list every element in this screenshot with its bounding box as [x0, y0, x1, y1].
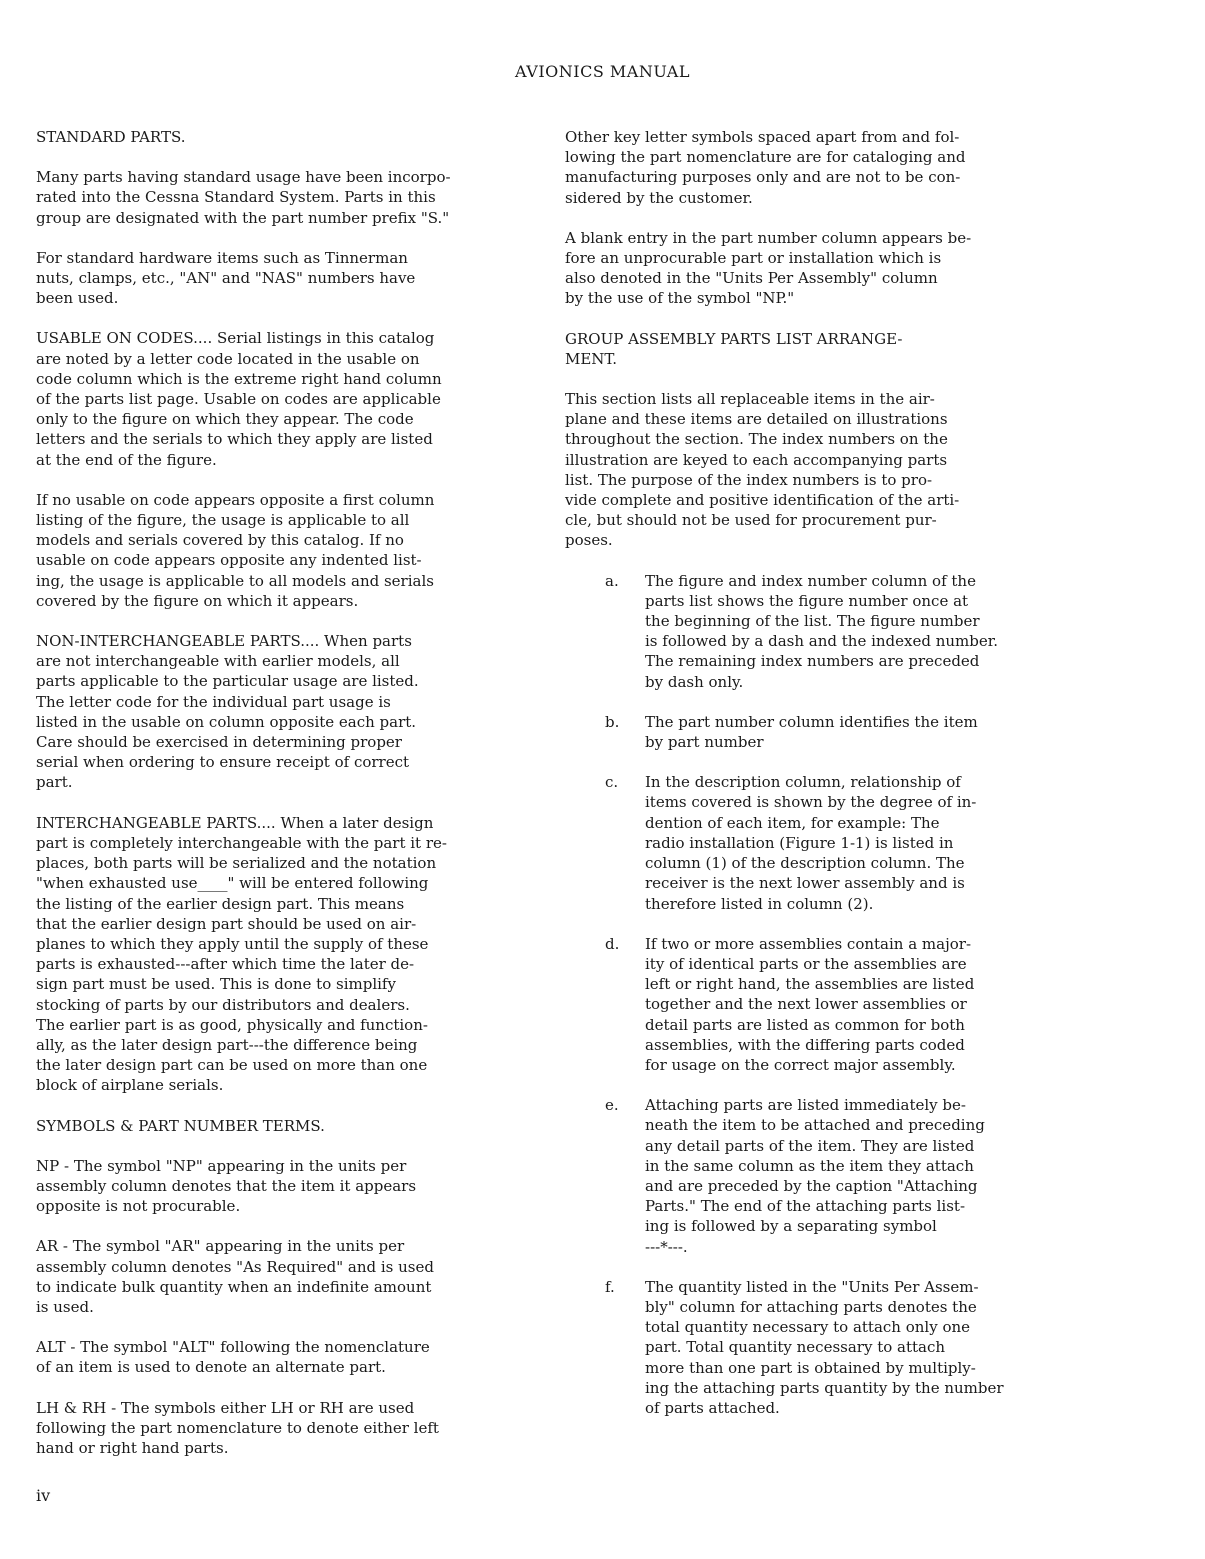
paragraph-lh-rh-symbol: LH & RH - The symbols either LH or RH are used following the part nomenclature to denote either left hand or right hand parts.	[36, 1398, 439, 1457]
paragraph-key-letter-symbols: Other key letter symbols spaced apart from and fol- lowing the part nomenclature are for cataloging and manufacturing purposes only and are not to be con- sidered by the customer.	[565, 128, 966, 207]
list-item-text: The figure and index number column of the parts list shows the figure number once at the beginning of the list. The figure number is followed by a dash and the indexed number. The remaining index numbers are preceded by dash only.	[645, 571, 999, 691]
heading-group-assembly: GROUP ASSEMBLY PARTS LIST ARRANGE- MENT.	[565, 329, 903, 368]
paragraph-interchangeable: INTERCHANGEABLE PARTS.... When a later design part is completely interchangeable with the part it re- places, both parts will be serialized and the notation "when exhausted use____" will be entered following the listing of the earlier design part. This means that the earlier design part should be used on air- planes to which they apply until the supply of these parts is exhausted---after which time the later de- sign part must be used. This is done to simplify stocking of parts by our distributors and dealers. The earlier part is as good, physically and function- ally, as the later design part---the difference being the later design part can be used on more than one block of airplane serials.	[36, 813, 447, 1095]
list-item-letter: f.	[605, 1277, 615, 1296]
list-item-f	[565, 1277, 1060, 1418]
paragraph-ar-symbol: AR - The symbol "AR" appearing in the units per assembly column denotes "As Required" and is used to indicate bulk quantity when an indefinite amount is used.	[36, 1237, 434, 1316]
list-item-letter: e.	[605, 1096, 619, 1115]
left-column	[36, 127, 526, 1478]
heading-standard-parts: STANDARD PARTS.	[36, 128, 186, 146]
paragraph-np-symbol: NP - The symbol "NP" appearing in the units per assembly column denotes that the item it appears opposite is not procurable.	[36, 1156, 417, 1216]
right-column	[565, 127, 1060, 1438]
list-item-text: The quantity listed in the "Units Per Assem- bly" column for attaching parts denotes the total quantity necessary to attach only one part. Total quantity necessary to attach more than one part is obtained by multiply- ing the attaching parts quantity by the number of parts attached.	[645, 1277, 1004, 1417]
paragraph-no-usable-code: If no usable on code appears opposite a first column listing of the figure, the usage is applicable to all models and serials covered by this catalog. If no usable on code appears opposite any indented list- ing, the usage is applicable to all models and serials covered by the figure on which it appears.	[36, 490, 435, 610]
paragraph-standard-hardware: For standard hardware items such as Tinnerman nuts, clamps, etc., "AN" and "NAS" numbers have been used.	[36, 248, 416, 308]
list-item-e	[565, 1095, 1060, 1257]
list-item-d	[565, 934, 1060, 1075]
paragraph-blank-entry: A blank entry in the part number column appears be- fore an unprocurable part or installation which is also denoted in the "Units Per Assembly" column by the use of the symbol "NP."	[565, 228, 972, 308]
page-number: iv	[36, 1486, 51, 1505]
list-item-text: If two or more assemblies contain a major- ity of identical parts or the assemblies are left or right hand, the assemblies are listed together and the next lower assemblies or detail parts are listed as common for both assemblies, with the differing parts coded for usage on the correct major assembly.	[645, 934, 975, 1074]
list-item-letter: d.	[605, 934, 620, 953]
list-item-b	[565, 712, 1060, 752]
list-item-a	[565, 571, 1060, 692]
list-item-text: The part number column identifies the item by part number	[645, 712, 978, 752]
heading-symbols: SYMBOLS & PART NUMBER TERMS.	[36, 1116, 325, 1135]
paragraph-usable-on-codes: USABLE ON CODES.... Serial listings in this catalog are noted by a letter code located in the usable on code column which is the extreme right hand column of the parts list page. Usable on codes are applicable only to the figure on which they appear. The code letters and the serials to which they apply are listed at the end of the figure.	[36, 329, 442, 469]
list-item-letter: a.	[605, 571, 619, 590]
paragraph-alt-symbol: ALT - The symbol "ALT" following the nomenclature of an item is used to denote an alternate part.	[36, 1338, 430, 1377]
list-item-c	[565, 772, 1060, 913]
paragraph-non-interchangeable: NON-INTERCHANGEABLE PARTS.... When parts are not interchangeable with earlier models, all parts applicable to the particular usage are listed. The letter code for the individual part usage is listed in the usable on column opposite each part. Care should be exercised in determining proper serial when ordering to ensure receipt of correct part.	[36, 632, 419, 792]
list-item-letter: c.	[605, 773, 619, 792]
page-header: AVIONICS MANUAL	[515, 62, 690, 81]
list-item-text: In the description column, relationship of items covered is shown by the degree of in- dention of each item, for example: The radio installation (Figure 1-1) is listed in column (1) of the description column. The receiver is the next lower assembly and is therefore listed in column (2).	[645, 773, 977, 913]
paragraph-standard-system: Many parts having standard usage have been incorpo- rated into the Cessna Standard System. Parts in this group are designated with the part number prefix "S."	[36, 168, 451, 227]
list-item-text: Attaching parts are listed immediately be- neath the item to be attached and preceding any detail parts of the item. They are listed in the same column as the item they attach and are preceded by the caption "Attaching Parts." The end of the attaching parts list- ing is followed by a separating symbol ---*---.	[645, 1096, 985, 1256]
paragraph-section-lists: This section lists all replaceable items in the air- plane and these items are detailed on illustrations throughout the section. The index numbers on the illustration are keyed to each accompanying parts list. The purpose of the index numbers is to pro- vide complete and positive identification of the arti- cle, but should not be used for procurement pur- poses.	[565, 390, 960, 550]
list-item-letter: b.	[605, 712, 620, 731]
